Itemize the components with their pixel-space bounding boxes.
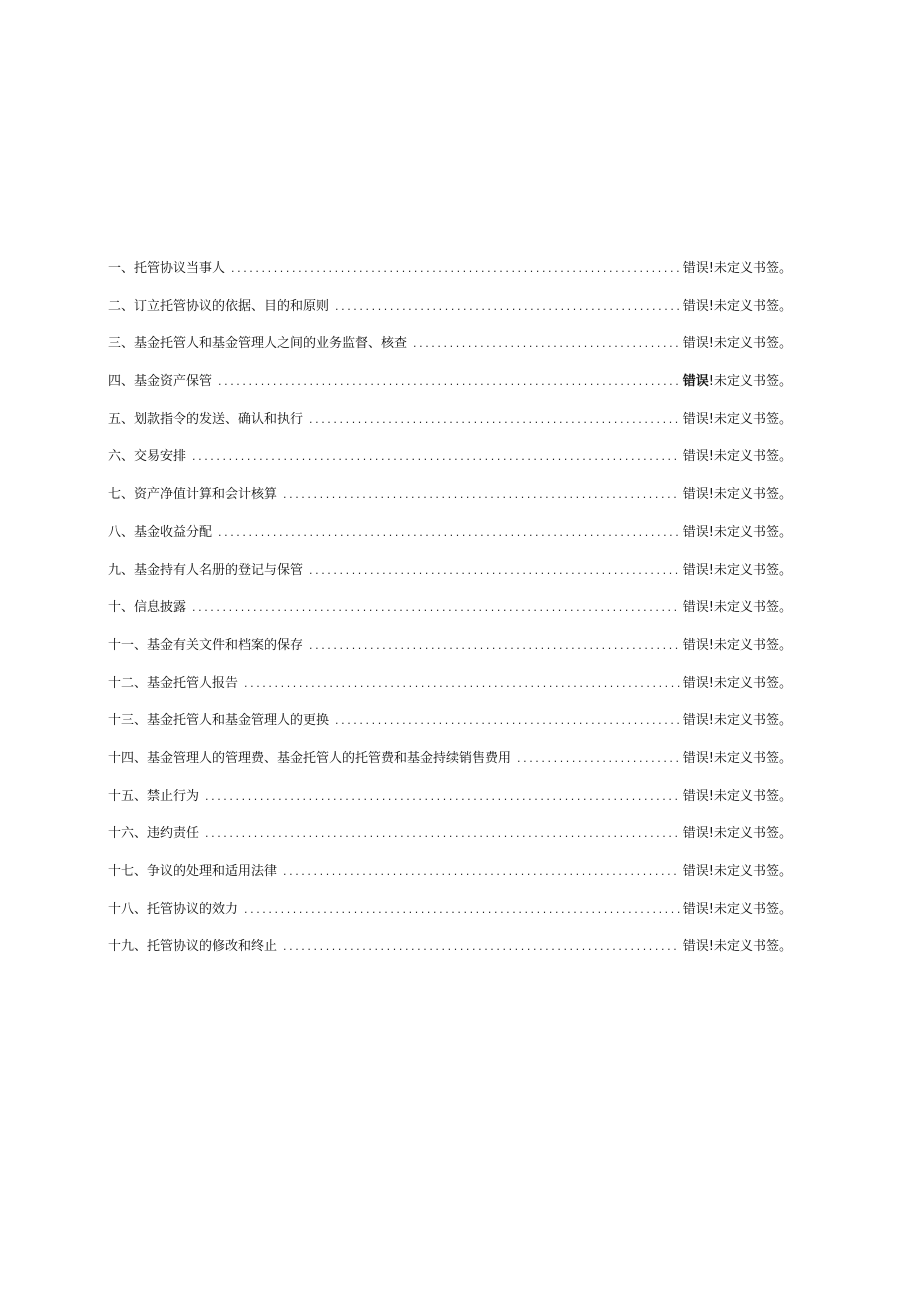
toc-error-word: 错误 — [682, 487, 709, 503]
toc-dot-leader — [283, 480, 680, 510]
toc-error-text: !未定义书签。 — [708, 524, 792, 540]
toc-entry-title: 三、基金托管人和基金管理人之间的业务监督、核查 — [108, 336, 408, 352]
toc-entry-title: 七、资产净值计算和会计核算 — [108, 487, 278, 503]
toc-error-text: !未定义书签。 — [708, 336, 792, 352]
toc-dot-leader — [335, 706, 680, 736]
toc-error-word: 错误 — [682, 713, 709, 729]
toc-error-word: 错误 — [682, 600, 709, 616]
toc-entry-title: 十六、违约责任 — [108, 826, 200, 842]
toc-error-text: !未定义书签。 — [708, 637, 792, 653]
toc-entry-title: 二、订立托管协议的依据、目的和原则 — [108, 298, 330, 314]
toc-entry-title: 十七、争议的处理和适用法律 — [108, 864, 278, 879]
toc-error-text: !未定义书签。 — [708, 487, 792, 503]
toc-dot-leader — [335, 292, 680, 322]
toc-dot-leader — [192, 593, 680, 623]
toc-error-text: !未定义书签。 — [708, 826, 792, 842]
toc-page-reference — [683, 669, 792, 699]
toc-dot-leader — [231, 254, 680, 284]
toc-dot-leader — [218, 518, 680, 548]
toc-error-word: 错误 — [682, 298, 709, 314]
toc-entry-title: 十、信息披露 — [108, 600, 187, 616]
toc-error-word: 错误 — [682, 675, 709, 691]
toc-entry-title: 八、基金收益分配 — [108, 524, 213, 540]
toc-entry[interactable] — [108, 480, 792, 518]
toc-dot-leader — [244, 895, 680, 925]
toc-error-word: 错误 — [682, 939, 709, 955]
toc-error-word: 错误 — [682, 637, 709, 653]
toc-error-word: 错误 — [682, 374, 709, 390]
toc-dot-leader — [205, 782, 680, 812]
toc-page-reference — [683, 744, 792, 774]
toc-error-text: !未定义书签。 — [708, 298, 792, 314]
toc-entry[interactable] — [108, 782, 792, 820]
toc-error-word: 错误 — [682, 336, 709, 352]
toc-error-text: !未定义书签。 — [708, 788, 792, 804]
toc-page-reference — [683, 857, 792, 887]
toc-error-word: 错误 — [682, 750, 709, 766]
toc-entry-title: 十四、基金管理人的管理费、基金托管人的托管费和基金持续销售费用 — [108, 750, 512, 766]
toc-page-reference — [683, 819, 792, 849]
toc-page-reference — [683, 254, 792, 284]
toc-entry[interactable] — [108, 254, 792, 292]
toc-dot-leader — [309, 631, 680, 661]
toc-error-word: 错误 — [682, 411, 709, 427]
toc-entry[interactable] — [108, 819, 792, 857]
table-of-contents — [108, 254, 792, 970]
toc-entry[interactable] — [108, 895, 792, 933]
toc-error-text: !未定义书签。 — [708, 411, 792, 427]
toc-page-reference — [683, 292, 792, 322]
toc-dot-leader — [192, 442, 680, 472]
toc-page-reference — [683, 442, 792, 472]
toc-dot-leader — [244, 669, 680, 699]
toc-dot-leader — [205, 819, 680, 849]
toc-dot-leader — [309, 405, 680, 435]
toc-error-text: !未定义书签。 — [708, 261, 792, 276]
toc-error-word: 错误 — [682, 901, 709, 917]
toc-error-word: 错误 — [682, 524, 709, 540]
toc-dot-leader — [309, 556, 680, 586]
toc-entry-title: 十九、托管协议的修改和终止 — [108, 939, 278, 955]
toc-entry[interactable] — [108, 556, 792, 594]
toc-entry-title: 九、基金持有人名册的登记与保管 — [108, 562, 304, 578]
toc-dot-leader — [413, 329, 680, 359]
toc-entry[interactable] — [108, 857, 792, 895]
toc-error-text: !未定义书签。 — [708, 750, 792, 766]
toc-error-word: 错误 — [682, 449, 709, 465]
toc-entry-title: 四、基金资产保管 — [108, 374, 213, 390]
toc-entry[interactable] — [108, 329, 792, 367]
toc-dot-leader — [283, 932, 680, 962]
toc-error-word: 错误 — [682, 864, 709, 879]
toc-entry[interactable] — [108, 367, 792, 405]
toc-error-word: 错误 — [682, 788, 709, 804]
toc-error-text: !未定义书签。 — [708, 939, 792, 955]
toc-page-reference — [683, 706, 792, 736]
toc-entry[interactable] — [108, 744, 792, 782]
toc-dot-leader — [283, 857, 680, 887]
toc-page-reference — [683, 895, 792, 925]
toc-error-text: !未定义书签。 — [708, 901, 792, 917]
toc-entry-title: 十三、基金托管人和基金管理人的更换 — [108, 713, 330, 729]
toc-error-text: !未定义书签。 — [708, 374, 792, 390]
toc-dot-leader — [218, 367, 680, 397]
toc-page-reference — [683, 367, 792, 397]
toc-page-reference — [683, 556, 792, 586]
toc-entry[interactable] — [108, 631, 792, 669]
toc-error-text: !未定义书签。 — [708, 562, 792, 578]
toc-error-text: !未定义书签。 — [708, 864, 792, 879]
toc-entry[interactable] — [108, 292, 792, 330]
toc-entry-title: 一、托管协议当事人 — [108, 261, 226, 276]
toc-page-reference — [683, 593, 792, 623]
toc-page-reference — [683, 631, 792, 661]
toc-entry[interactable] — [108, 593, 792, 631]
toc-entry-title: 五、划款指令的发送、确认和执行 — [108, 411, 304, 427]
toc-page-reference — [683, 518, 792, 548]
toc-error-text: !未定义书签。 — [708, 600, 792, 616]
toc-error-word: 错误 — [682, 826, 709, 842]
toc-page-reference — [683, 480, 792, 510]
toc-page-reference — [683, 329, 792, 359]
toc-entry-title: 六、交易安排 — [108, 449, 187, 465]
toc-error-text: !未定义书签。 — [708, 713, 792, 729]
toc-entry[interactable] — [108, 706, 792, 744]
toc-entry-title: 十二、基金托管人报告 — [108, 675, 239, 691]
toc-error-text: !未定义书签。 — [708, 449, 792, 465]
toc-entry[interactable] — [108, 669, 792, 707]
toc-error-text: !未定义书签。 — [708, 675, 792, 691]
toc-entry-title: 十八、托管协议的效力 — [108, 901, 239, 917]
toc-entry-title: 十五、禁止行为 — [108, 788, 200, 804]
toc-page-reference — [683, 405, 792, 435]
toc-entry-title: 十一、基金有关文件和档案的保存 — [108, 637, 304, 653]
toc-entry[interactable] — [108, 518, 792, 556]
toc-entry[interactable] — [108, 405, 792, 443]
toc-error-word: 错误 — [682, 261, 709, 276]
toc-entry[interactable] — [108, 442, 792, 480]
toc-page-reference — [683, 932, 792, 962]
toc-error-word: 错误 — [682, 562, 709, 578]
toc-dot-leader — [517, 744, 680, 774]
toc-entry[interactable] — [108, 932, 792, 970]
toc-page-reference — [683, 782, 792, 812]
